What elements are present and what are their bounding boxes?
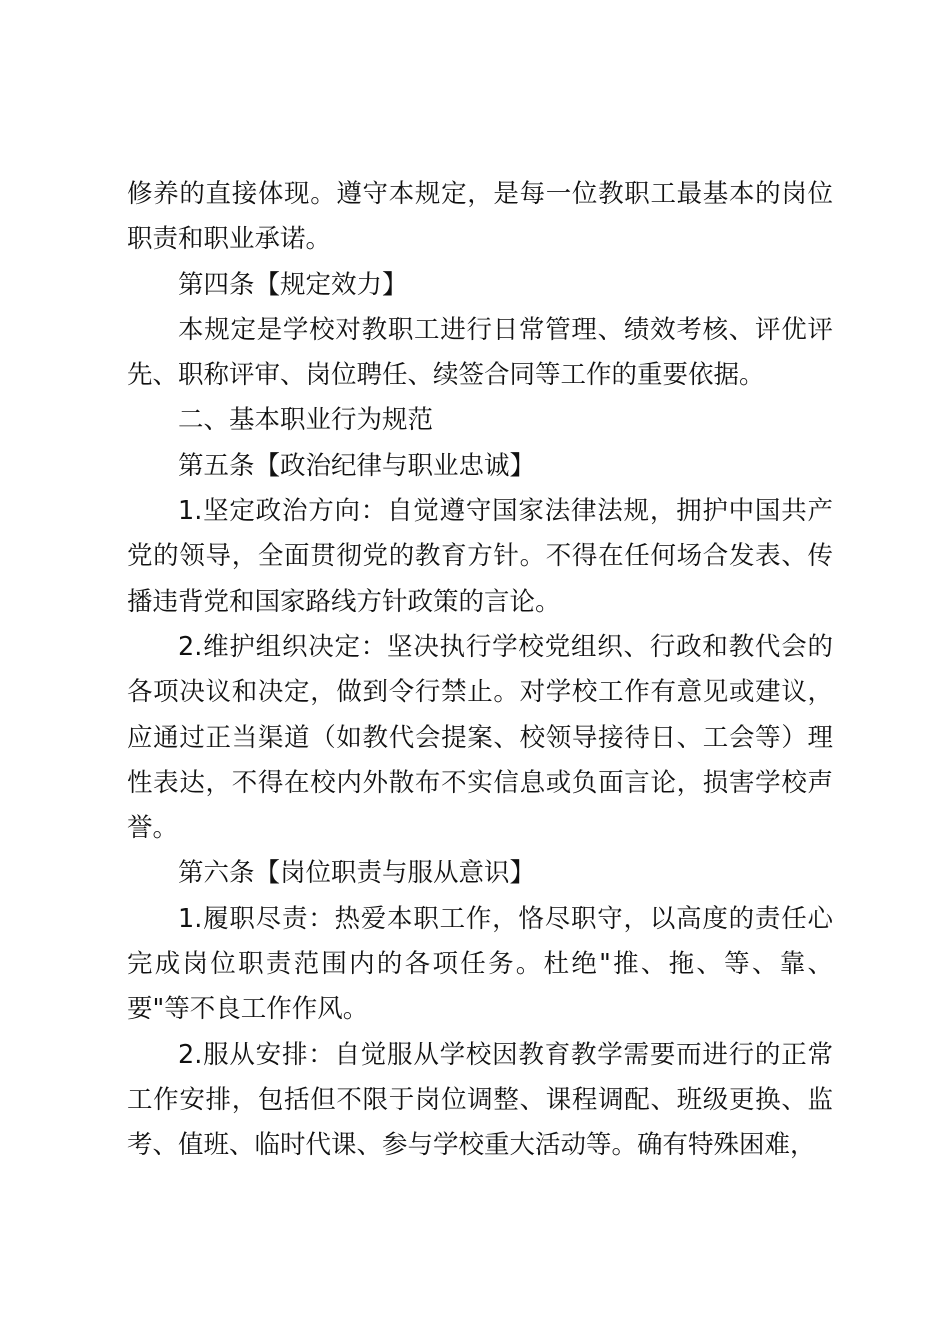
article-4-heading: 第四条【规定效力】 <box>178 269 408 300</box>
article-6-heading: 第六条【岗位职责与服从意识】 <box>178 858 536 889</box>
paragraph-continuation: 修养的直接体现。遵守本规定，是每一位教职工最基本的岗位职责和职业承诺。 <box>127 179 833 255</box>
article-6-item-2: 2.服从安排：自觉服从学校因教育教学需要而进行的正常工作安排，包括但不限于岗位调整、课程调配、班级更换、监考、值班、临时代课、参与学校重大活动等。确有特殊困难， <box>127 1039 833 1161</box>
section-2-heading: 二、基本职业行为规范 <box>178 405 434 436</box>
article-5-item-2: 2.维护组织决定：坚决执行学校党组织、行政和教代会的各项决议和决定，做到令行禁止。对学校工作有意见或建议，应通过正当渠道（如教代会提案、校领导接待日、工会等）理性表达，不得在校内外散布不实信息或负面言论，损害学校声誉。 <box>127 631 833 844</box>
article-5-heading: 第五条【政治纪律与职业忠诚】 <box>178 450 536 481</box>
article-4-body: 本规定是学校对教职工进行日常管理、绩效考核、评优评先、职称评审、岗位聘任、续签合同等工作的重要依据。 <box>127 314 833 391</box>
article-6-item-1: 1.履职尽责：热爱本职工作，恪尽职守，以高度的责任心完成岗位职责范围内的各项任务。杜绝"推、拖、等、靠、要"等不良工作作风。 <box>127 903 833 1025</box>
document-page <box>127 172 833 1169</box>
article-5-item-1: 1.坚定政治方向：自觉遵守国家法律法规，拥护中国共产党的领导，全面贯彻党的教育方针。不得在任何场合发表、传播违背党和国家路线方针政策的言论。 <box>127 496 833 617</box>
